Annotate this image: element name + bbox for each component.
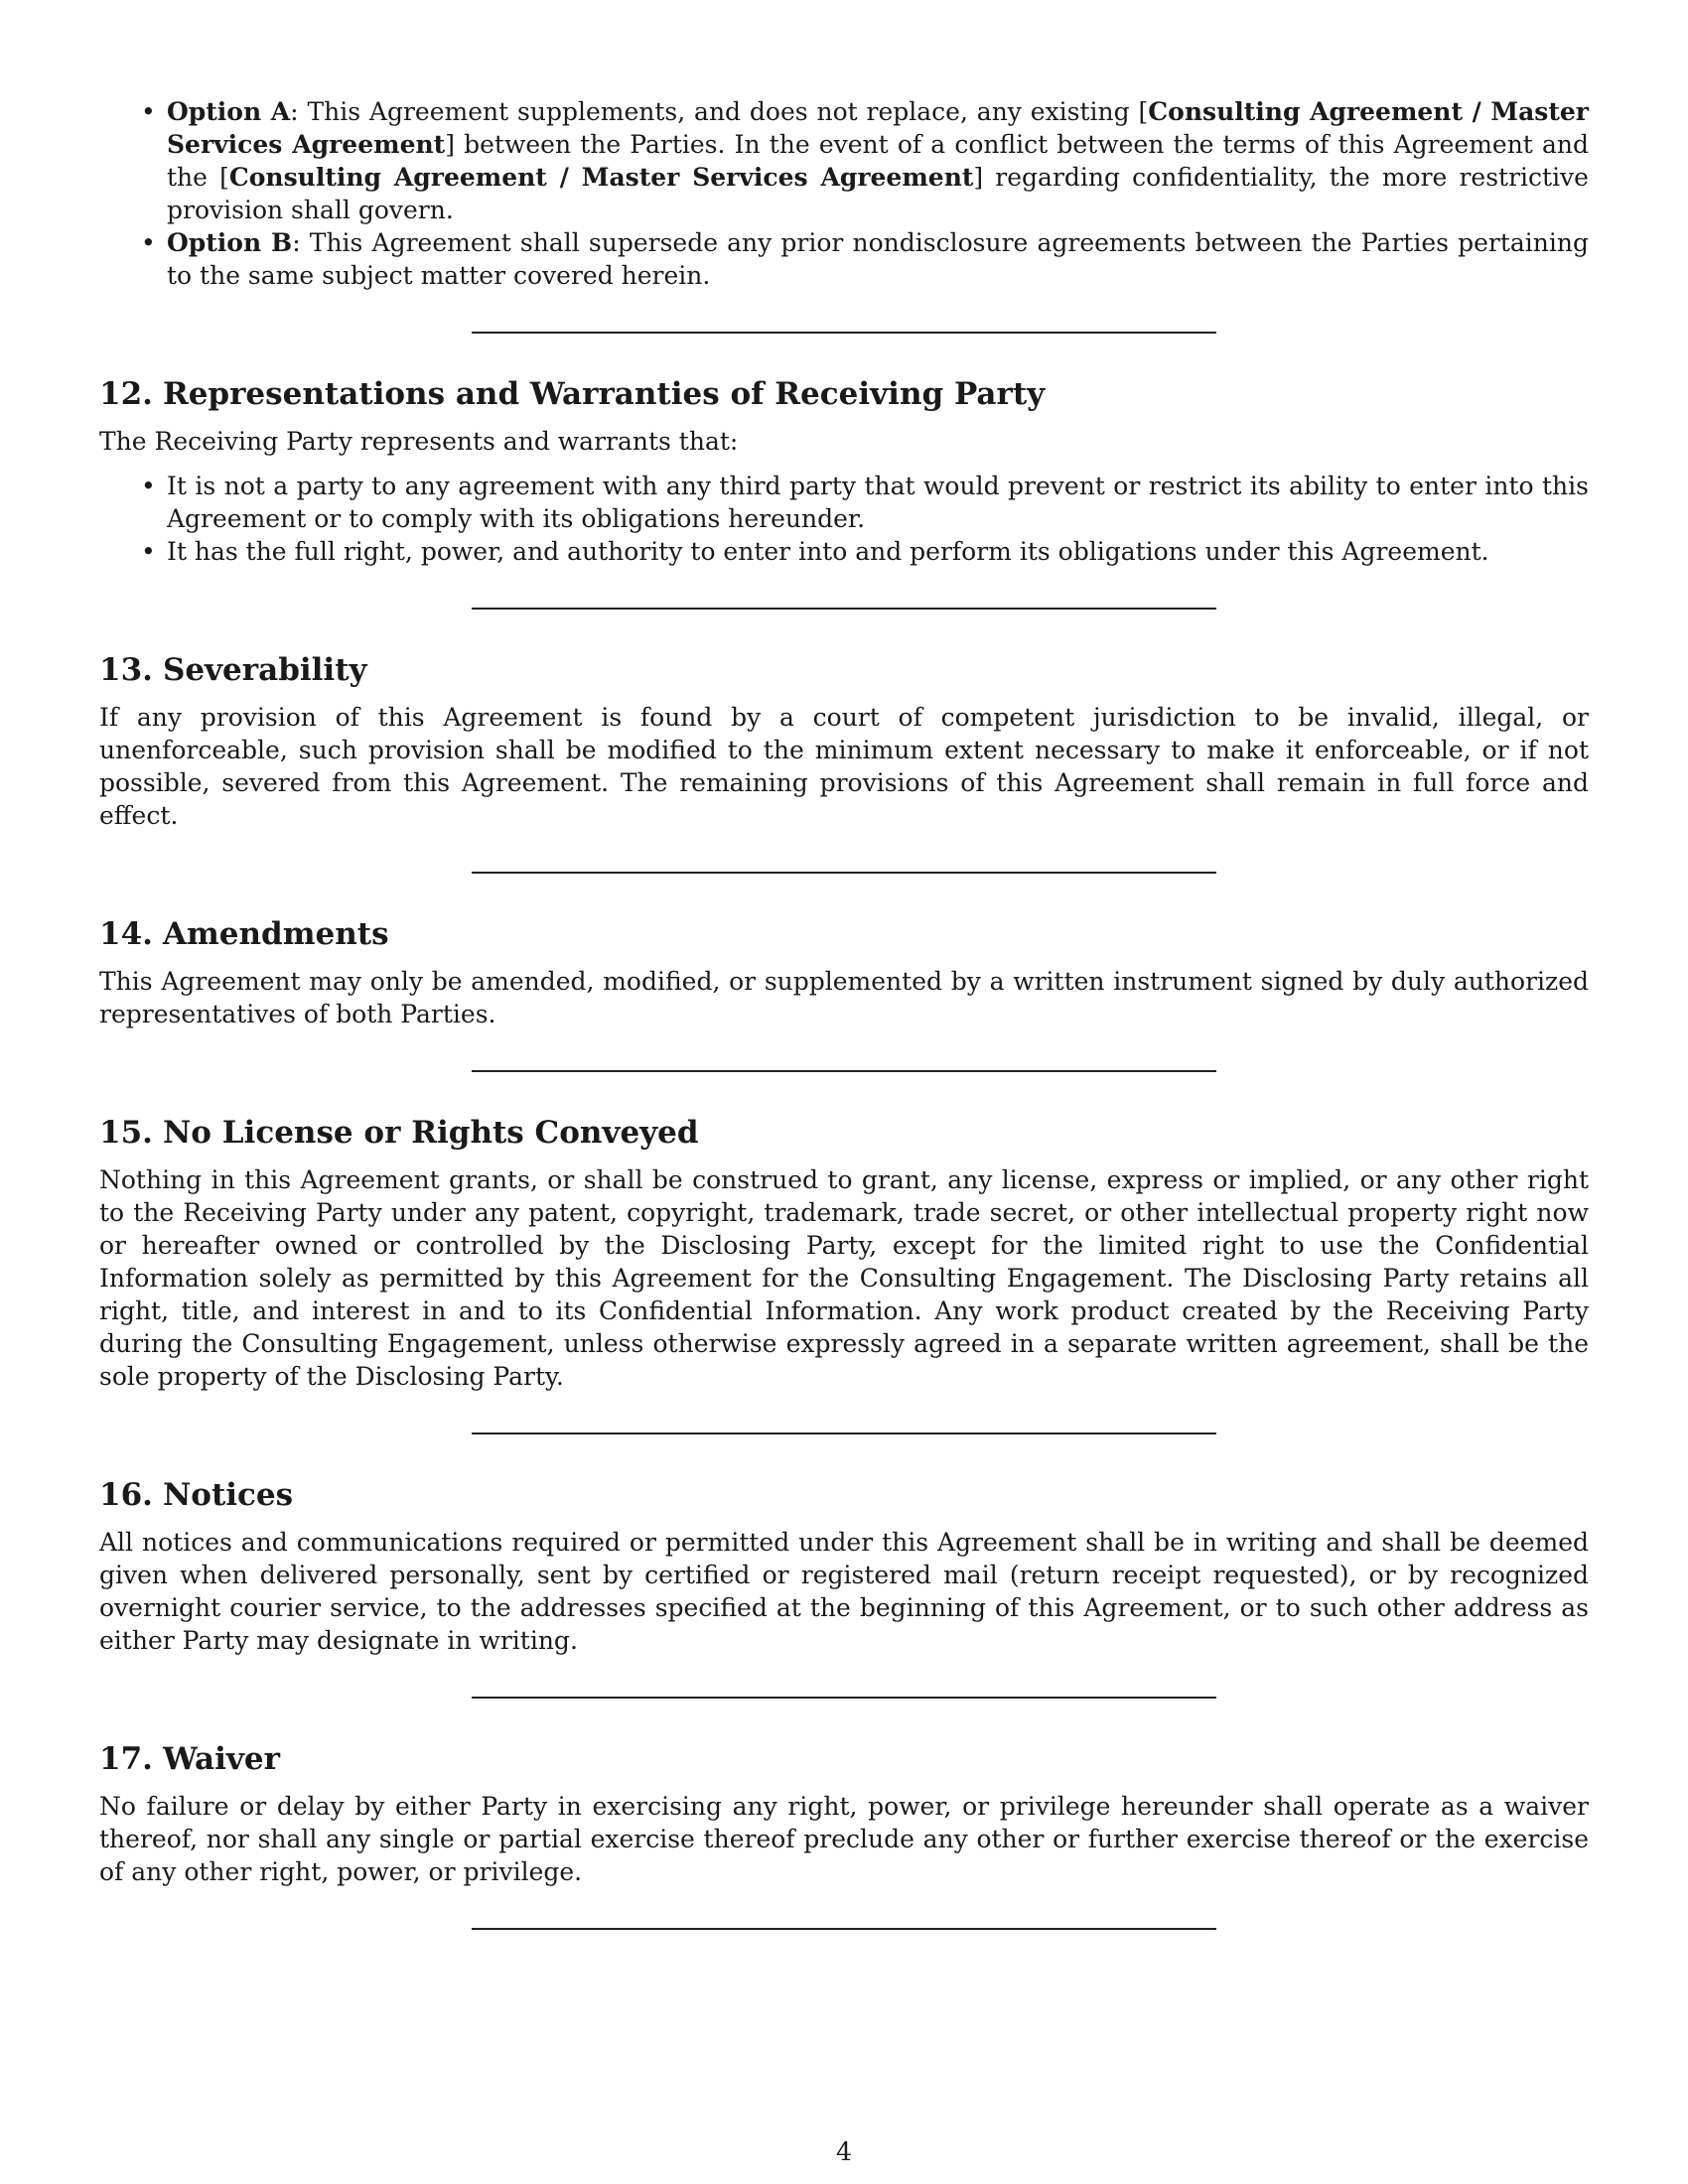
section-14 — [99, 915, 1589, 1030]
section-heading — [99, 1114, 1589, 1152]
section-divider — [472, 1433, 1216, 1434]
section-body: No failure or delay by either Party in exercising any right, power, or privilege hereunder shall operate as a waiver thereof, nor shall any single or partial exercise thereof preclude any other or further exercise thereof or the exercise of any other right, power, or privilege. — [99, 1792, 1589, 1886]
section-number: 17. — [99, 1741, 153, 1777]
section-title: Notices — [162, 1477, 294, 1513]
section-title: No License or Rights Conveyed — [162, 1115, 699, 1151]
option-list — [99, 95, 1589, 292]
section-heading — [99, 651, 1589, 689]
section-divider — [472, 608, 1216, 610]
section-heading — [99, 375, 1589, 413]
section-12 — [99, 375, 1589, 568]
option-a-item — [167, 95, 1589, 226]
section-divider — [472, 1928, 1216, 1930]
option-text: : This Agreement supplements, and does not replace, any existing [ — [290, 97, 1149, 126]
section-title: Waiver — [162, 1741, 280, 1777]
section-divider — [472, 1697, 1216, 1699]
option-text: ] regarding confidentiality, the more restrictive provision shall govern. — [167, 163, 1589, 224]
section-13 — [99, 651, 1589, 832]
option-label: Option B — [167, 228, 293, 257]
agreement-name: Consulting Agreement / Master Services Agreement — [228, 163, 974, 192]
option-label: Option A — [167, 97, 291, 126]
option-b-item — [167, 226, 1589, 292]
warranty-item: • It has the full right, power, and authority to enter into and perform its obligations under this Agreement. — [167, 535, 1589, 568]
section-divider — [472, 332, 1216, 334]
option-text: : This Agreement shall supersede any prior nondisclosure agreements between the Parties pertaining to the same subject matter covered herein. — [167, 228, 1589, 290]
section-heading — [99, 915, 1589, 953]
section-title: Severability — [162, 652, 367, 688]
section-heading — [99, 1740, 1589, 1778]
page-number: 4 — [836, 2137, 852, 2166]
section-number: 15. — [99, 1115, 153, 1151]
section-number: 14. — [99, 916, 153, 952]
section-number: 13. — [99, 652, 153, 688]
section-body: All notices and communications required or permitted under this Agreement shall be in writing and shall be deemed given when delivered personally, sent by certified or registered mail (return receipt requested), or by recognized overnight courier service, to the addresses specified at the beginning of this Agreement, or to such other address as either Party may designate in writing. — [99, 1528, 1589, 1655]
section-intro: The Receiving Party represents and warrants that: — [99, 427, 739, 456]
warranty-item: • It is not a party to any agreement with any third party that would prevent or restrict its ability to enter into this Agreement or to comply with its obligations hereunder. — [167, 470, 1589, 535]
section-16 — [99, 1476, 1589, 1657]
agreement-name: Consulting Agreement / Master Services Agreement — [167, 97, 1589, 159]
section-body: Nothing in this Agreement grants, or shall be construed to grant, any license, express or implied, or any other right to the Receiving Party under any patent, copyright, trademark, trade secret, or other intellectual property right now or hereafter owned or controlled by the Disclosing Party, except for the limited right to use the Confidential Information solely as permitted by this Agreement for the Consulting Engagement. The Disclosing Party retains all right, title, and interest in and to its Confidential Information. Any work product created by the Receiving Party during the Consulting Engagement, unless otherwise expressly agreed in a separate written agreement, shall be the sole property of the Disclosing Party. — [99, 1165, 1589, 1391]
section-15 — [99, 1114, 1589, 1393]
section-number: 12. — [99, 376, 153, 412]
document-page — [99, 95, 1589, 1930]
section-heading — [99, 1476, 1589, 1514]
section-divider — [472, 1070, 1216, 1072]
section-title: Representations and Warranties of Receiving Party — [162, 376, 1046, 412]
section-17 — [99, 1740, 1589, 1888]
option-text: ] between the Parties. In the event of a conflict between the terms of this Agreement and the [ — [167, 130, 1589, 192]
section-body: This Agreement may only be amended, modified, or supplemented by a written instrument signed by duly authorized representatives of both Parties. — [99, 967, 1589, 1028]
section-title: Amendments — [162, 916, 389, 952]
section-divider — [472, 872, 1216, 874]
section-number: 16. — [99, 1477, 153, 1513]
warranty-list — [99, 470, 1589, 568]
section-body: If any provision of this Agreement is found by a court of competent jurisdiction to be invalid, illegal, or unenforceable, such provision shall be modified to the minimum extent necessary to make it enforceable, or if not possible, severed from this Agreement. The remaining provisions of this Agreement shall remain in full force and effect. — [99, 703, 1589, 830]
